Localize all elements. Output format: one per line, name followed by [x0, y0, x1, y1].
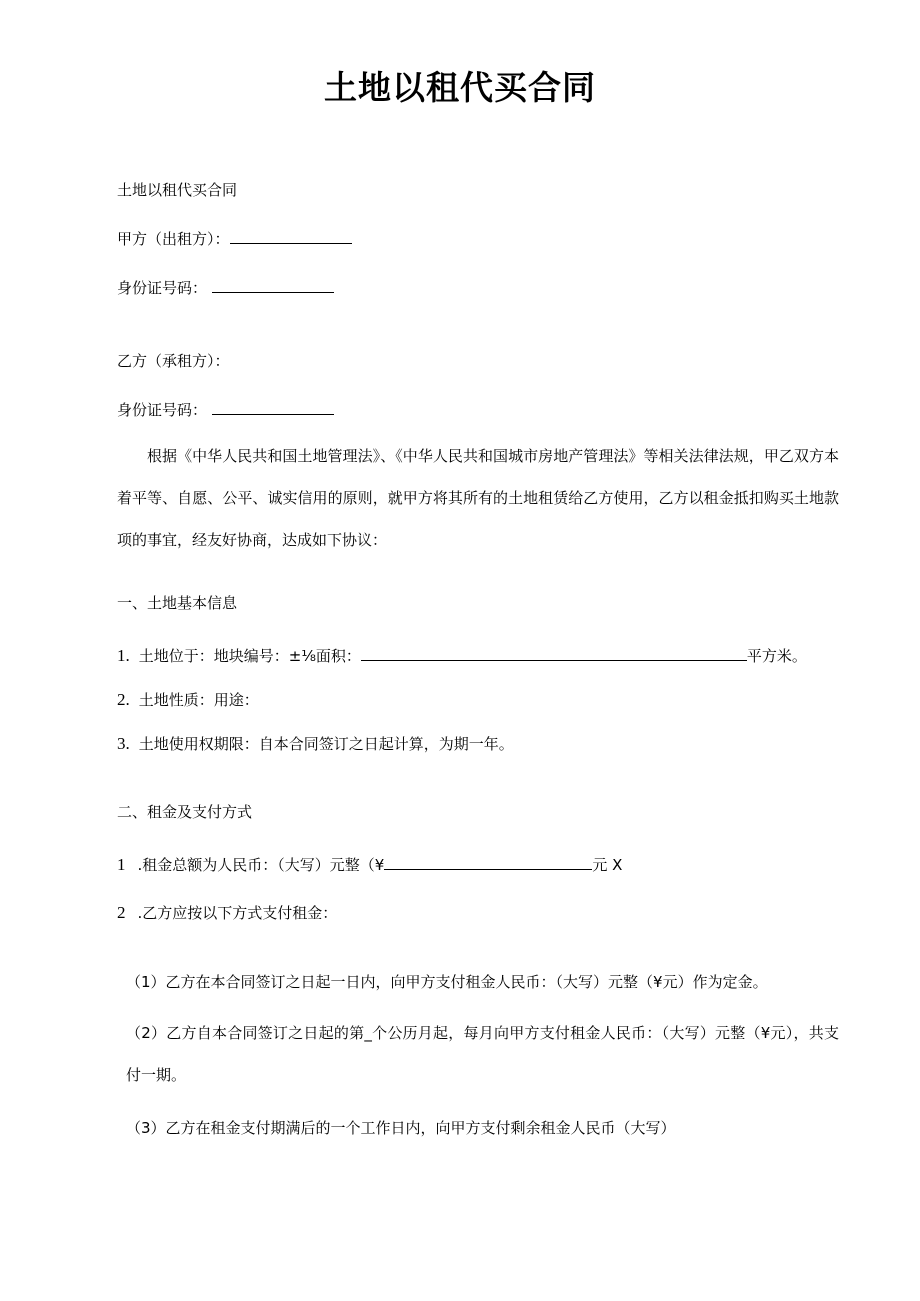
section2-item2 — [117, 903, 337, 923]
section2-item1-number: 1 — [117, 855, 126, 874]
party-a-line — [117, 229, 352, 249]
section1-item2-number: 2. — [117, 690, 130, 709]
section2-heading: 二、租金及支付方式 — [117, 803, 253, 821]
document-subtitle: 土地以租代买合同 — [117, 181, 238, 199]
section1-item3-text: 土地使用权期限：自本合同签订之日起计算，为期一年。 — [138, 735, 514, 753]
section2-item1 — [117, 855, 622, 875]
section2-item1-tail: 元 X — [592, 856, 623, 874]
section2-sub3: （3）乙方在租金支付期满后的一个工作日内，向甲方支付剩余租金人民币（大写） — [126, 1119, 676, 1137]
land-area-blank[interactable] — [361, 646, 747, 661]
section1-item2-text: 土地性质：用途： — [138, 691, 259, 709]
party-b-id-label: 身份证号码： — [117, 401, 208, 419]
section2-sub1: （1）乙方在本合同签订之日起一日内，向甲方支付租金人民币：（大写）元整（¥元）作为定金。 — [126, 973, 768, 991]
party-a-id-label: 身份证号码： — [117, 279, 208, 297]
section1-item1-text: 土地位于：地块编号：±⅛面积： — [138, 647, 361, 665]
section1-item1-tail: 平方米。 — [746, 647, 807, 665]
section1-heading: 一、土地基本信息 — [117, 594, 238, 612]
section1-item2 — [117, 690, 259, 710]
party-a-label: 甲方（出租方）： — [117, 230, 230, 248]
section1-item3 — [117, 734, 514, 754]
party-a-blank[interactable] — [230, 229, 352, 244]
rent-total-blank[interactable] — [384, 855, 592, 870]
document-title: 土地以租代买合同 — [324, 68, 596, 107]
section2-item2-number: 2 — [117, 903, 126, 922]
party-b-id-line — [117, 400, 334, 420]
section2-item1-text: .租金总额为人民币：（大写）元整（¥ — [137, 856, 385, 874]
party-b-id-blank[interactable] — [212, 400, 334, 415]
preamble-paragraph: 根据《中华人民共和国土地管理法》、《中华人民共和国城市房地产管理法》等相关法律法规，甲乙双方本着平等、自愿、公平、诚实信用的原则，就甲方将其所有的土地租赁给乙方使用，乙方以租金抵扣购买土地款项的事宜，经友好协商，达成如下协议： — [117, 447, 839, 549]
party-a-id-line — [117, 278, 334, 298]
section1-item1-number: 1. — [117, 646, 130, 665]
section1-item1 — [117, 646, 807, 666]
party-a-id-blank[interactable] — [212, 278, 334, 293]
section2-item2-text: .乙方应按以下方式支付租金： — [137, 904, 338, 922]
section1-item3-number: 3. — [117, 734, 130, 753]
party-b-label: 乙方（承租方）： — [117, 352, 230, 370]
section2-sub2: （2）乙方自本合同签订之日起的第_个公历月起，每月向甲方支付租金人民币：（大写）元整（¥元），共支付一期。 — [126, 1024, 839, 1084]
